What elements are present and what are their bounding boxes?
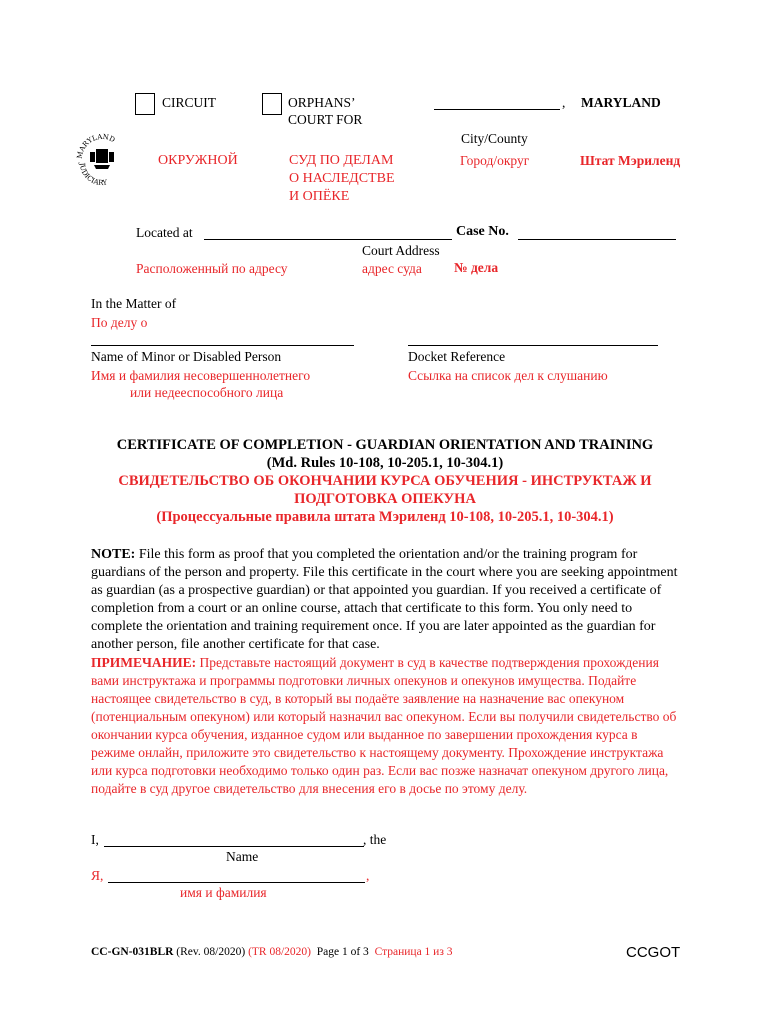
maryland-judiciary-seal-icon	[74, 127, 130, 187]
orphans-court-label-ru-line1: СУД ПО ДЕЛАМ	[289, 153, 394, 168]
state-label-ru: Штат Мэриленд	[580, 153, 681, 168]
note-ru-label: ПРИМЕЧАНИЕ:	[91, 655, 197, 670]
footer-code: CCGOT	[626, 944, 681, 961]
case-no-label: Case No.	[456, 224, 509, 239]
docket-reference-label-ru: Ссылка на список дел к слушанию	[408, 368, 608, 383]
declarant-name-label: Name	[226, 849, 259, 864]
in-matter-label: In the Matter of	[91, 296, 177, 311]
orphans-court-label-ru-line3: И ОПЁКЕ	[289, 189, 350, 204]
footer-rev: (Rev. 08/2020)	[173, 946, 249, 958]
footer-tr: (TR 08/2020)	[248, 946, 311, 958]
note-en-paragraph	[91, 546, 683, 654]
seal-text-top: MARYLAND	[75, 132, 117, 160]
note-en-text: File this form as proof that you completed the orientation and/or the training program for guardians of the person and property. File this certificate in the court where you are seeking appointment as guardian (as a prospective guardian) or that appointed you guardian. If you received a certificate of completion from a court or an online course, attach that certificate to this form. You only need to complete the orientation and training requirement once. If you are later appointed as the guardian for another person, file another certificate for that case.	[91, 547, 678, 652]
note-en-label: NOTE:	[91, 547, 136, 562]
located-at-label: Located at	[136, 225, 193, 240]
orphans-court-label-line1: ORPHANS’	[288, 95, 356, 110]
docket-reference-input[interactable]	[408, 345, 658, 346]
seal-text-bottom: JUDICIARY	[77, 162, 108, 187]
declarant-name-input[interactable]	[104, 846, 364, 847]
title-en-line1: CERTIFICATE OF COMPLETION - GUARDIAN ORIENTATION AND TRAINING	[116, 437, 654, 453]
declarant-name-label-ru: имя и фамилия	[180, 885, 267, 900]
court-address-label-ru: адрес суда	[362, 261, 422, 276]
declarant-name-input-ru[interactable]	[108, 882, 365, 883]
footer-page: Page 1 of 3	[311, 946, 372, 958]
city-county-input[interactable]	[434, 109, 560, 110]
located-at-label-ru: Расположенный по адресу	[136, 261, 288, 276]
orphans-court-label-ru-line2: О НАСЛЕДСТВЕ	[289, 171, 395, 186]
case-no-input[interactable]	[518, 239, 676, 240]
declaration-i-label: I,	[91, 832, 99, 847]
in-matter-label-ru: По делу о	[91, 315, 148, 330]
declaration-the-label: , the	[363, 832, 387, 847]
court-address-label: Court Address	[362, 243, 440, 258]
orphans-court-label-line2: COURT FOR	[288, 112, 363, 127]
orphans-court-checkbox[interactable]	[262, 93, 282, 115]
docket-reference-label: Docket Reference	[408, 349, 506, 364]
declaration-comma-ru: ,	[366, 868, 370, 883]
city-county-comma: ,	[562, 95, 566, 110]
minor-name-input[interactable]	[91, 345, 354, 346]
title-ru-line1: СВИДЕТЕЛЬСТВО ОБ ОКОНЧАНИИ КУРСА ОБУЧЕНИЯ - ИНСТРУКТАЖ И	[118, 473, 652, 489]
footer-line	[91, 946, 453, 958]
footer-page-ru: Страница 1 из 3	[371, 946, 453, 958]
case-no-label-ru: № дела	[454, 260, 499, 275]
footer-form-id: CC-GN-031BLR	[91, 946, 174, 958]
title-ru-line2: ПОДГОТОВКА ОПЕКУНА	[294, 491, 476, 507]
note-ru-paragraph	[91, 654, 683, 798]
title-en-line2: (Md. Rules 10-108, 10-205.1, 10-304.1)	[266, 455, 504, 471]
circuit-label-ru: ОКРУЖНОЙ	[158, 153, 238, 168]
note-ru-text: Представьте настоящий документ в суд в качестве подтверждения прохождения вами инструктажа и программы подготовки личных опекунов и опекунов имущества. Подайте настоящее свидетельство в суд, в который вы подаёте заявление на назначение вас опекуном (потенциальным опекуном) или который назначил вас опекуном. Если вы получили свидетельство об окончании курса обучения, изданное судом или выданное по завершении прохождения курса в режиме онлайн, приложите это свидетельство к настоящему документу. Прохождение инструктажа или курса подготовки необходимо только один раз. Если вас позже назначат опекуном другого лица, подайте в суд другое свидетельство для внесения его в досье по этому делу.	[91, 655, 677, 796]
court-address-input[interactable]	[204, 239, 452, 240]
minor-name-label: Name of Minor or Disabled Person	[91, 349, 282, 364]
declaration-i-label-ru: Я,	[91, 868, 104, 883]
state-label: MARYLAND	[581, 95, 661, 110]
minor-name-label-ru-line2: или недееспособного лица	[130, 385, 284, 400]
title-ru-line3: (Процессуальные правила штата Мэриленд 10-108, 10-205.1, 10-304.1)	[156, 509, 614, 525]
city-county-label: City/County	[461, 131, 528, 146]
circuit-label: CIRCUIT	[162, 95, 216, 110]
minor-name-label-ru-line1: Имя и фамилия несовершеннолетнего	[91, 368, 311, 383]
circuit-checkbox[interactable]	[135, 93, 155, 115]
city-county-label-ru: Город/округ	[460, 153, 530, 168]
